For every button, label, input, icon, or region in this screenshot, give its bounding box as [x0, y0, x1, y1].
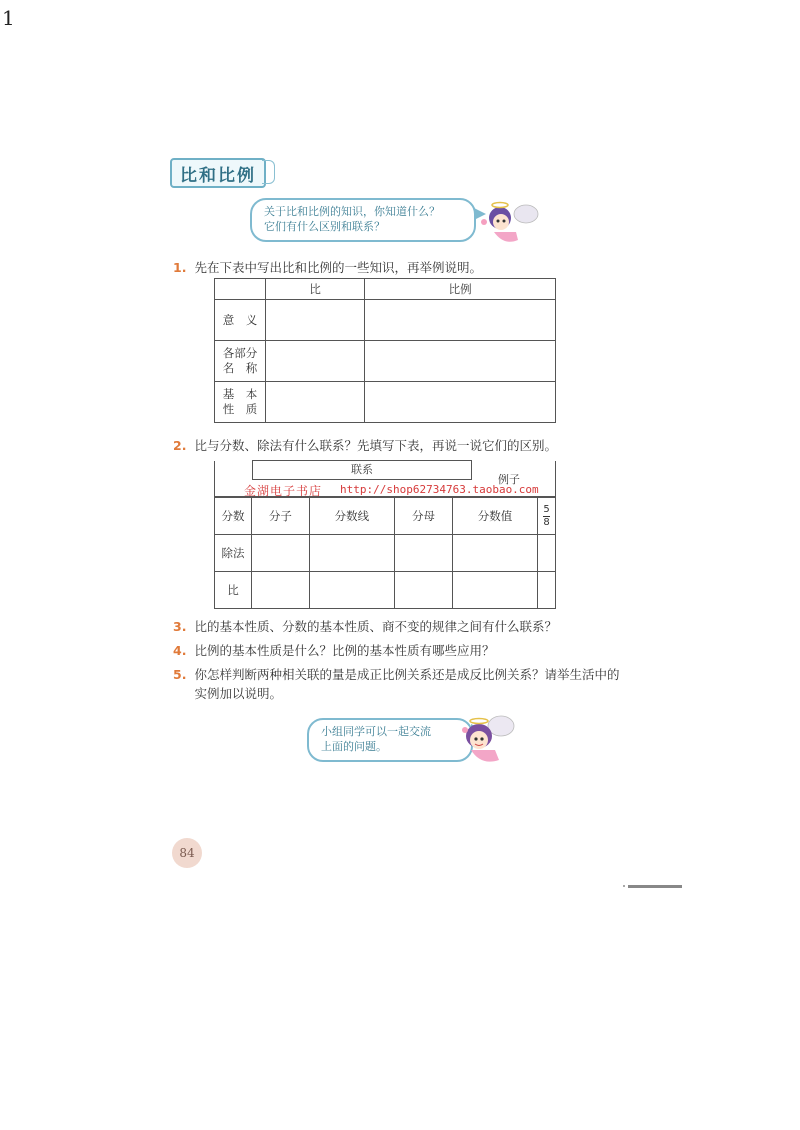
question-text: 比的基本性质、分数的基本性质、商不变的规律之间有什么联系？: [194, 619, 557, 634]
table-cell[interactable]: [365, 382, 556, 423]
question-number: 3.: [173, 619, 187, 634]
question-number: 5.: [173, 667, 187, 682]
table-cell[interactable]: [395, 535, 453, 572]
table-cell[interactable]: [252, 535, 310, 572]
table-row: [215, 572, 556, 609]
table-row: [215, 341, 556, 382]
question-number: 4.: [173, 643, 187, 658]
row-label-part-names: 各部分 名 称: [215, 341, 266, 382]
table-corner-cell: [215, 279, 266, 300]
col-header-ratio: 比: [266, 279, 365, 300]
question-4: [173, 641, 494, 660]
question-text: 先在下表中写出比和比例的一些知识，再举例说明。: [194, 260, 482, 275]
col-header-fraction-value: 分数值: [452, 498, 537, 535]
table-border: [214, 461, 215, 497]
fraction-numerator: 5: [543, 503, 550, 515]
fraction-denominator: 8: [543, 516, 550, 528]
question-3: [173, 617, 557, 636]
section-title: 比和比例: [170, 158, 266, 188]
table-cell[interactable]: [538, 572, 556, 609]
row-label-ratio: 比: [215, 572, 252, 609]
question-number: 1.: [173, 260, 187, 275]
row-label-basic-property: 基 本 性 质: [215, 382, 266, 423]
table-row: [215, 498, 556, 535]
table-cell[interactable]: [365, 300, 556, 341]
table-cell[interactable]: [538, 535, 556, 572]
footer-mark: [623, 885, 625, 887]
table-cell[interactable]: [365, 341, 556, 382]
table-fraction-division: [214, 497, 556, 609]
angel-mascot-icon: [455, 706, 517, 770]
table-cell[interactable]: [266, 382, 365, 423]
row-label-fraction: 分数: [215, 498, 252, 535]
table-border: [555, 461, 556, 497]
table-cell[interactable]: [266, 341, 365, 382]
footer-bar: [628, 885, 682, 888]
col-header-proportion: 比例: [365, 279, 556, 300]
row-label-meaning: 意 义: [215, 300, 266, 341]
table-row: [215, 300, 556, 341]
speech-bubble-top: 关于比和比例的知识，你知道什么？ 它们有什么区别和联系？: [250, 198, 476, 242]
table-row: [215, 535, 556, 572]
table-cell[interactable]: [252, 572, 310, 609]
table-row: [215, 382, 556, 423]
question-1: [173, 258, 482, 277]
table-cell[interactable]: [266, 300, 365, 341]
title-decoration: [262, 160, 275, 184]
table-cell[interactable]: [395, 572, 453, 609]
angel-mascot-icon: [478, 194, 544, 250]
fraction-example: [538, 498, 556, 535]
question-text: 比例的基本性质是什么？比例的基本性质有哪些应用？: [194, 643, 495, 658]
col-header-denominator: 分母: [395, 498, 453, 535]
question-number: 2.: [173, 438, 187, 453]
question-text: 比与分数、除法有什么联系？先填写下表，再说一说它们的区别。: [194, 438, 557, 453]
watermark-url: http://shop62734763.taobao.com: [340, 483, 539, 496]
watermark-shop-name: 金湖电子书店: [244, 484, 323, 498]
table-cell[interactable]: [452, 572, 537, 609]
question-2: [173, 436, 557, 455]
corner-number: 1: [2, 6, 15, 30]
question-5: [173, 665, 624, 703]
speech-bubble-bottom: 小组同学可以一起交流 上面的问题。: [307, 718, 473, 762]
col-header-fraction-bar: 分数线: [309, 498, 394, 535]
row-label-division: 除法: [215, 535, 252, 572]
table-cell[interactable]: [309, 572, 394, 609]
table-cell[interactable]: [452, 535, 537, 572]
col-header-numerator: 分子: [252, 498, 310, 535]
table-ratio-proportion: [214, 278, 556, 423]
question-text: 你怎样判断两种相关联的量是成正比例关系还是成反比例关系？请举生活中的实例加以说明。: [194, 667, 620, 701]
table-cell[interactable]: [309, 535, 394, 572]
col-header-example: 例子: [498, 473, 520, 486]
page-number: 84: [172, 838, 202, 868]
col-header-connection: 联系: [252, 460, 472, 480]
